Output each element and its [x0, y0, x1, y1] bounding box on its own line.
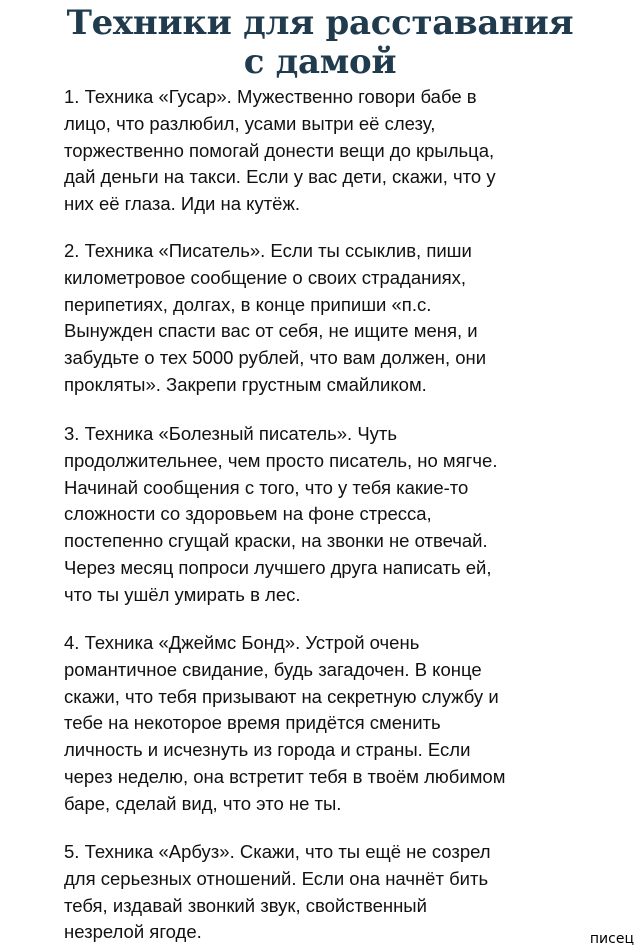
text-line: перипетиях, долгах, в конце припиши «п.с. [64, 293, 432, 315]
page-title [0, 4, 640, 82]
text-line: торжественно помогай донести вещи до крыльца, [64, 139, 495, 161]
title-line: Техники для расставания [66, 3, 574, 43]
text-line: 5. Техника «Арбуз». Скажи, что ты ещё не созрел [64, 841, 491, 862]
text-line: Вынужден спасти вас от себя, не ищите меня, и [64, 320, 478, 342]
text-line: них её глаза. Иди на кутёж. [64, 193, 300, 215]
text-line: забудьте о тех 5000 рублей, что вам должен, они [64, 347, 487, 369]
technique-item-5 [64, 839, 584, 946]
text-line: прокляты». Закрепи грустным смайликом. [64, 373, 427, 395]
text-line: баре, сделай вид, что это не ты. [64, 792, 342, 814]
text-line: 3. Техника «Болезный писатель». Чуть [64, 423, 398, 444]
text-line: дай деньги на такси. Если у вас дети, скажи, что у [64, 166, 496, 188]
text-line: километровое сообщение о своих страданиях, [64, 266, 467, 288]
title-line: с дамой [243, 42, 397, 82]
text-line: тебя, издавай звонкий звук, свойственный [64, 894, 427, 916]
technique-item-1 [64, 84, 584, 218]
text-line: что ты ушёл умирать в лес. [64, 583, 301, 605]
technique-item-4 [64, 630, 584, 818]
text-line: 1. Техника «Гусар». Мужественно говори бабе в [64, 86, 477, 107]
text-line: 2. Техника «Писатель». Если ты ссыклив, пиши [64, 240, 472, 261]
text-line: лицо, что разлюбил, усами вытри её слезу, [64, 112, 436, 134]
text-line: тебе на некоторое время придётся сменить [64, 712, 441, 734]
technique-item-2 [64, 238, 584, 399]
text-line: через неделю, она встретит тебя в твоём любимом [64, 765, 506, 787]
text-line: продолжительнее, чем просто писатель, но мягче. [64, 449, 498, 471]
text-line: 4. Техника «Джеймс Бонд». Устрой очень [64, 632, 420, 653]
text-line: Через месяц попроси лучшего друга написать ей, [64, 556, 492, 578]
text-line: постепенно сгущай краски, на звонки не отвечай. [64, 530, 488, 552]
technique-item-3 [64, 421, 584, 609]
text-line: Начинай сообщения с того, что у тебя какие-то [64, 476, 469, 498]
text-line: личность и исчезнуть из города и страны. Если [64, 739, 471, 761]
text-line: незрелой ягоде. [64, 921, 202, 943]
text-line: для серьезных отношений. Если она начнёт бить [64, 867, 489, 889]
text-line: сложности со здоровьем на фоне стресса, [64, 503, 432, 525]
text-line: романтичное свидание, будь загадочен. В конце [64, 658, 482, 680]
text-line: скажи, что тебя призывают на секретную службу и [64, 685, 499, 707]
watermark-text: писец [589, 931, 634, 947]
